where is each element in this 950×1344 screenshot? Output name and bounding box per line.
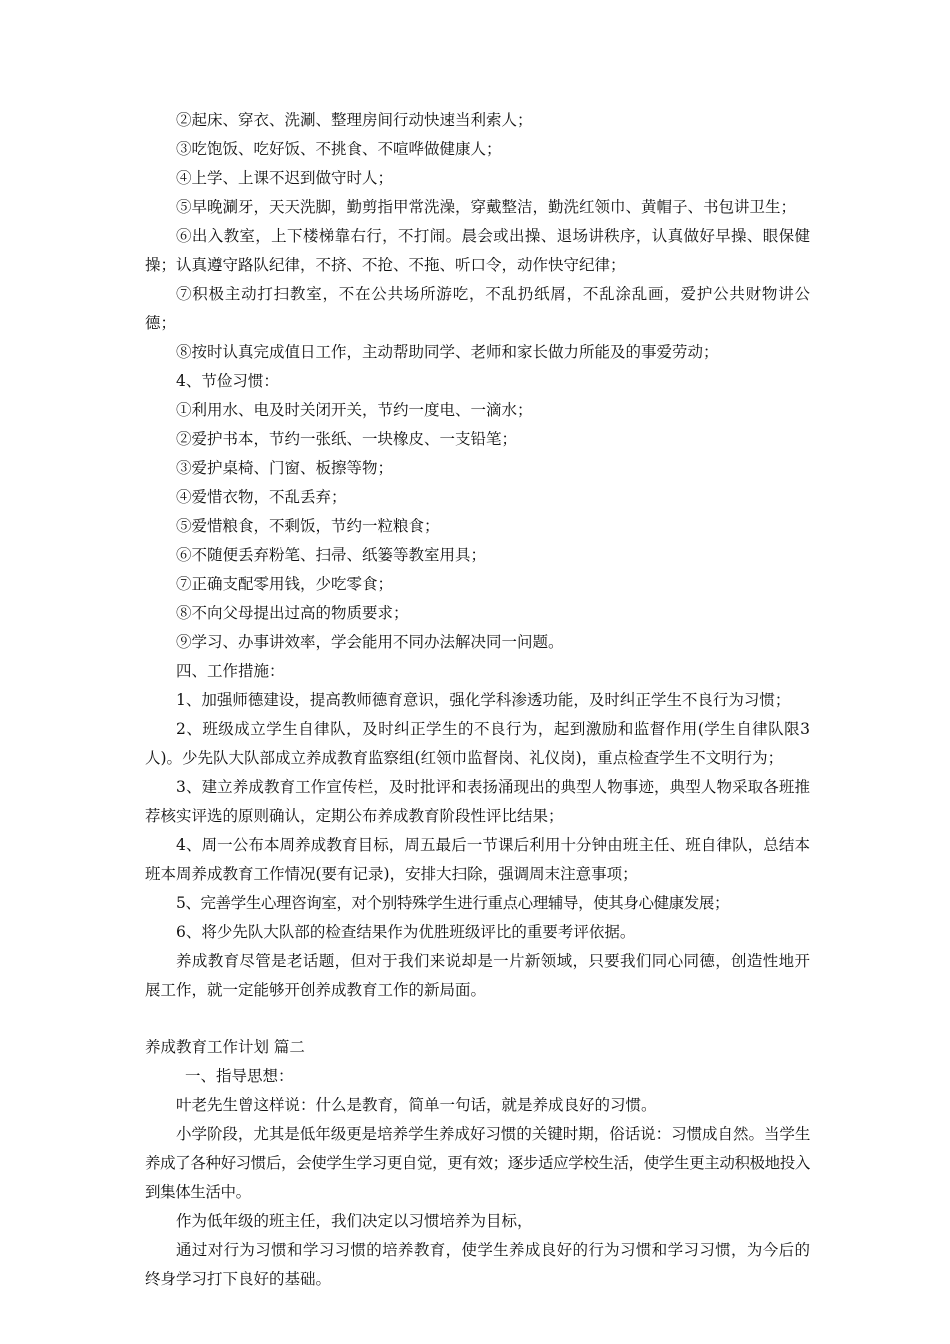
measure-item: 6、将少先队大队部的检查结果作为优胜班级评比的重要考评依据。 bbox=[176, 923, 636, 941]
body-paragraph: 叶老先生曾这样说：什么是教育，简单一句话，就是养成良好的习惯。 bbox=[176, 1096, 657, 1114]
section-title: 养成教育工作计划 篇二 bbox=[145, 1038, 305, 1056]
habit-item: ⑦积极主动打扫教室，不在公共场所游吃，不乱扔纸屑，不乱涂乱画，爱护公共财物讲公德； bbox=[145, 285, 810, 332]
thrift-item: ⑥不随便丢弃粉笔、扫帚、纸篓等教室用具； bbox=[176, 546, 487, 564]
habit-item: ⑧按时认真完成值日工作，主动帮助同学、老师和家长做力所能及的事爱劳动； bbox=[176, 343, 719, 361]
body-paragraph: 通过对行为习惯和学习习惯的培养教育，使学生养成良好的行为习惯和学习习惯，为今后的终身学习打下良好的基础。 bbox=[145, 1241, 810, 1288]
measures-heading: 四、工作措施： bbox=[176, 662, 285, 680]
thrift-item: ④爱惜衣物，不乱丢弃； bbox=[176, 488, 347, 506]
document-body bbox=[145, 106, 810, 1294]
habit-item: ⑥出入教室，上下楼梯靠右行，不打闹。晨会或出操、退场讲秩序，认真做好早操、眼保健操；认真遵守路队纪律，不挤、不抢、不拖、听口令，动作快守纪律； bbox=[145, 227, 810, 274]
measure-item: 5、完善学生心理咨询室，对个别特殊学生进行重点心理辅导，使其身心健康发展； bbox=[176, 894, 730, 912]
thrift-heading: 4、节俭习惯： bbox=[176, 372, 279, 390]
habit-item: ③吃饱饭、吃好饭、不挑食、不喧哗做健康人； bbox=[176, 140, 502, 158]
body-paragraph: 小学阶段，尤其是低年级更是培养学生养成好习惯的关键时期，俗话说：习惯成自然。当学生养成了各种好习惯后，会使学生学习更自觉，更有效；逐步适应学校生活，使学生更主动积极地投入到集体生活中。 bbox=[145, 1125, 810, 1201]
habit-item: ②起床、穿衣、洗涮、整理房间行动快速当利索人； bbox=[176, 111, 533, 129]
measure-item: 4、周一公布本周养成教育目标，周五最后一节课后利用十分钟由班主任、班自律队，总结本班本周养成教育工作情况(要有记录)，安排大扫除，强调周末注意事项； bbox=[145, 836, 810, 883]
thrift-item: ②爱护书本，节约一张纸、一块橡皮、一支铅笔； bbox=[176, 430, 518, 448]
measure-item: 3、建立养成教育工作宣传栏，及时批评和表扬涌现出的典型人物事迹，典型人物采取各班推荐核实评选的原则确认，定期公布养成教育阶段性评比结果； bbox=[145, 778, 810, 825]
section-spacer bbox=[145, 1005, 810, 1033]
closing-paragraph: 养成教育尽管是老话题，但对于我们来说却是一片新领域，只要我们同心同德，创造性地开展工作，就一定能够开创养成教育工作的新局面。 bbox=[145, 952, 810, 999]
measure-item: 1、加强师德建设，提高教师德育意识，强化学科渗透功能，及时纠正学生不良行为习惯； bbox=[176, 691, 791, 709]
thrift-item: ⑨学习、办事讲效率，学会能用不同办法解决同一问题。 bbox=[176, 633, 564, 651]
body-paragraph: 作为低年级的班主任，我们决定以习惯培养为目标， bbox=[176, 1212, 533, 1230]
thrift-item: ③爱护桌椅、门窗、板擦等物； bbox=[176, 459, 394, 477]
habit-item: ④上学、上课不迟到做守时人； bbox=[176, 169, 394, 187]
measure-item: 2、班级成立学生自律队，及时纠正学生的不良行为，起到激励和监督作用(学生自律队限3人)。少先队大队部成立养成教育监察组(红领巾监督岗、礼仪岗)，重点检查学生不文明行为； bbox=[145, 720, 810, 767]
thrift-item: ⑧不向父母提出过高的物质要求； bbox=[176, 604, 409, 622]
thrift-item: ⑦正确支配零用钱，少吃零食； bbox=[176, 575, 394, 593]
thrift-item: ⑤爱惜粮食，不剩饭，节约一粒粮食； bbox=[176, 517, 440, 535]
thrift-item: ①利用水、电及时关闭开关，节约一度电、一滴水； bbox=[176, 401, 533, 419]
habit-item: ⑤早晚涮牙，天天洗脚，勤剪指甲常洗澡，穿戴整洁，勤洗红领巾、黄帽子、书包讲卫生； bbox=[176, 198, 797, 216]
guiding-heading: 一、指导思想： bbox=[185, 1067, 294, 1085]
